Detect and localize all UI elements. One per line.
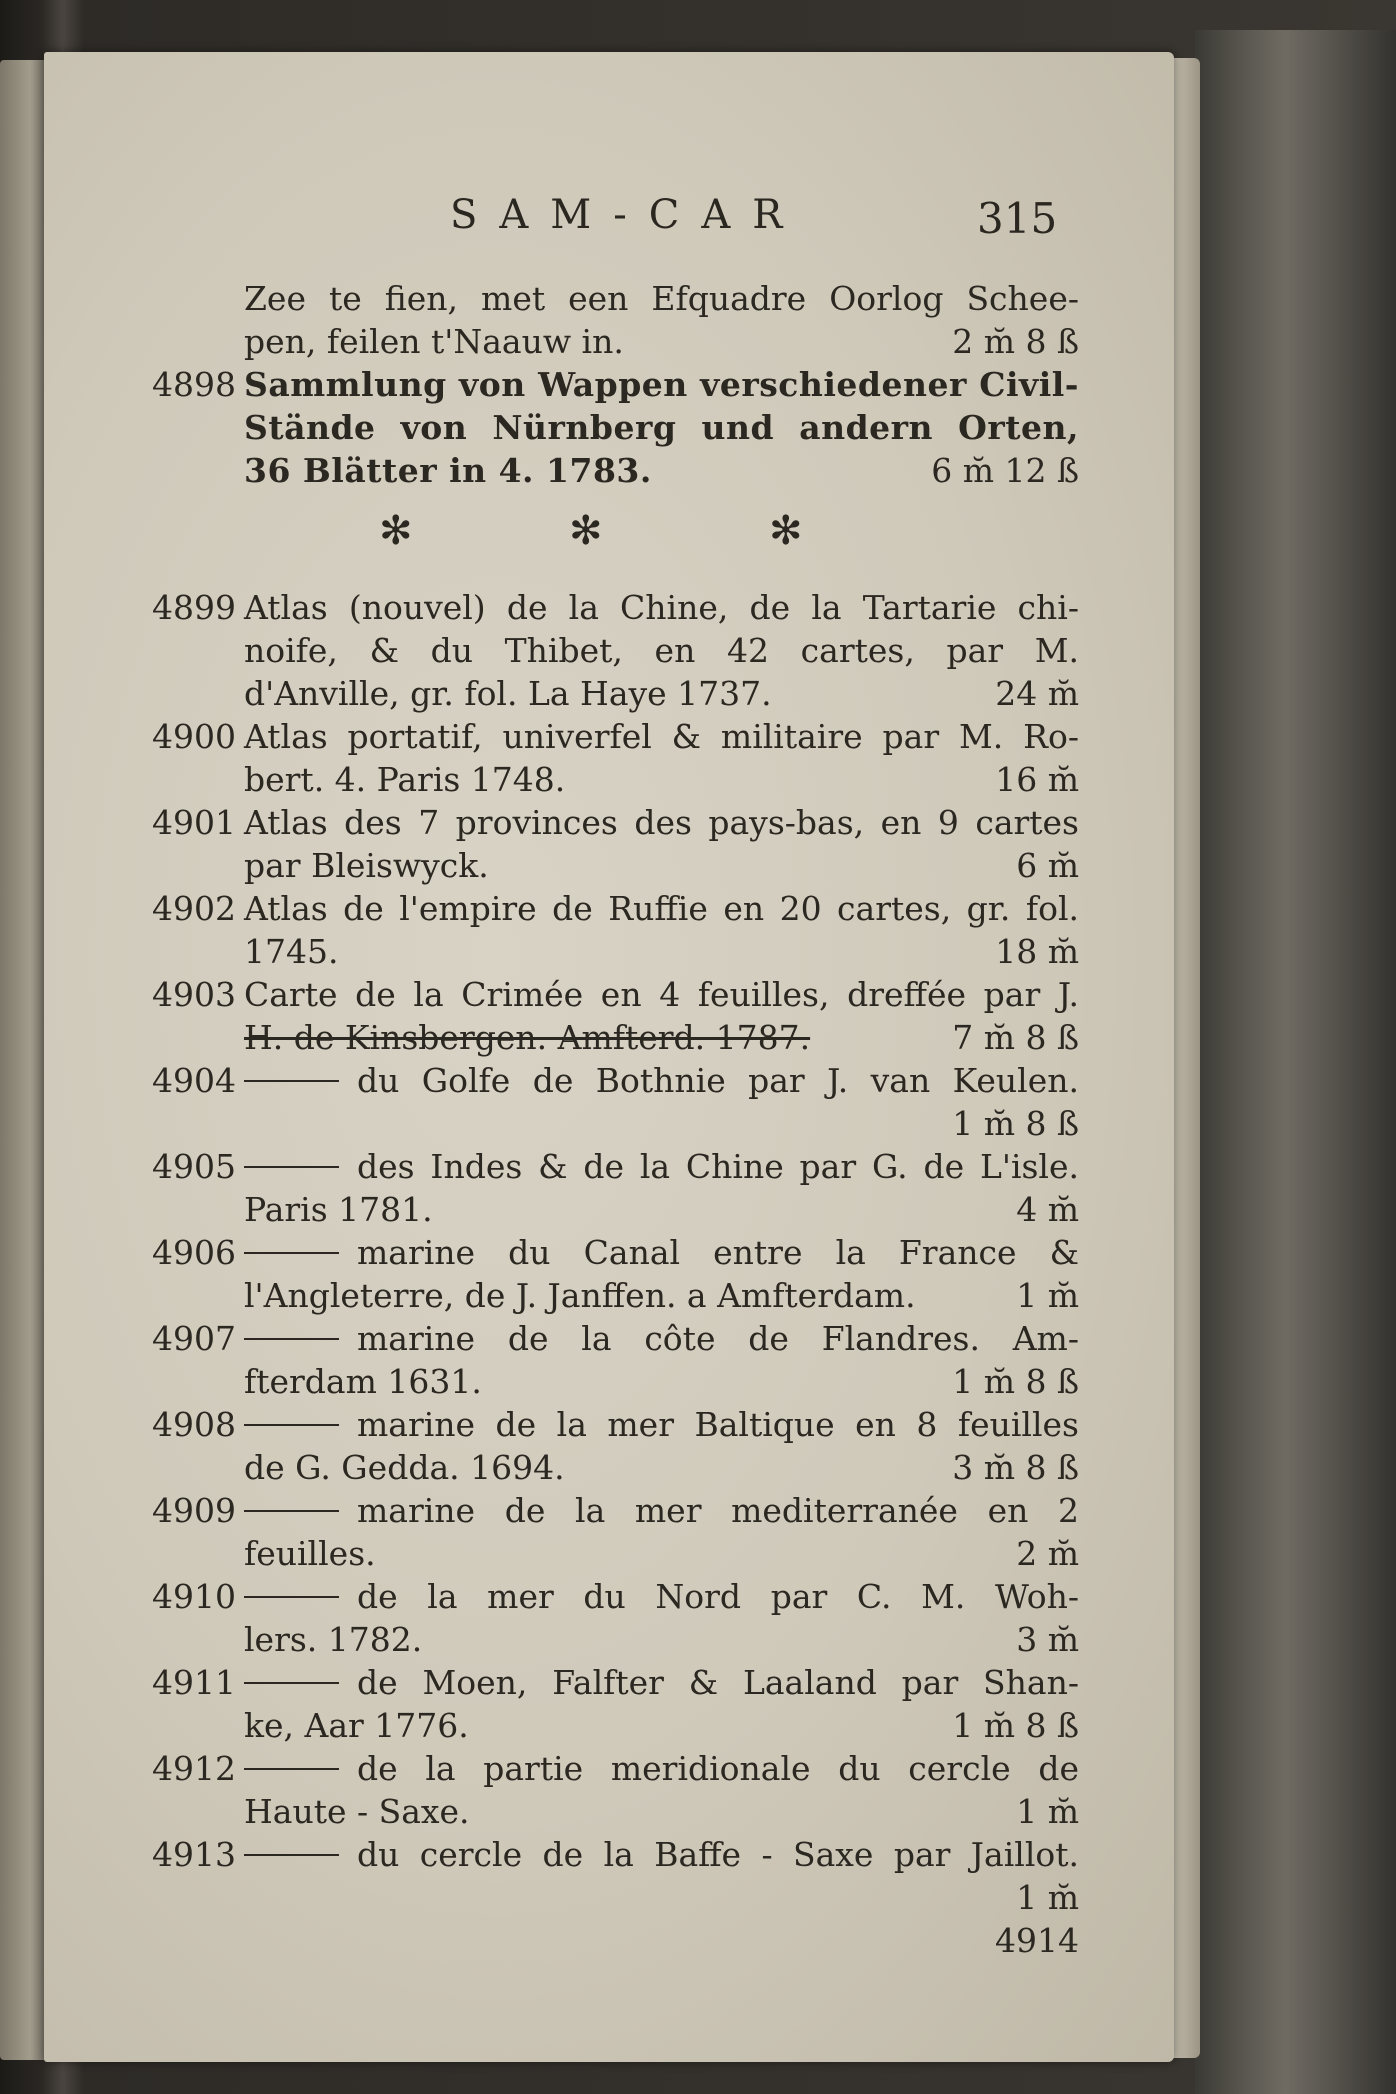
entry-text [244, 1532, 1079, 1575]
catchword-line [44, 1919, 1174, 1962]
catalog-line [44, 973, 1174, 1016]
running-head: SAM-CAR [450, 192, 805, 238]
catalog-line [44, 1016, 1174, 1059]
previous-page-edge [0, 60, 50, 2060]
entry-price: 3 m̆ 8 ß [952, 1448, 1079, 1487]
entry-text-content: de la partie meridionale du cercle de [357, 1749, 1079, 1788]
entry-text-content: marine de la mer mediterranée en 2 [357, 1491, 1079, 1530]
catalog-line [44, 1790, 1174, 1833]
catalog-line [44, 1274, 1174, 1317]
entry-price: 3 m̆ [1016, 1620, 1079, 1659]
lot-number: 4912 [152, 1749, 236, 1788]
catalog-line [44, 1102, 1174, 1145]
entry-text-content: de G. Gedda. 1694. [244, 1448, 565, 1487]
entry-price: 7 m̆ 8 ß [952, 1018, 1079, 1057]
ditto-dash [244, 1166, 339, 1168]
entry-text [244, 1317, 1079, 1360]
catalog-line [44, 887, 1174, 930]
catalog-line [44, 1188, 1174, 1231]
entry-text-content: de la mer du Nord par C. M. Woh- [357, 1577, 1079, 1616]
catalog-line [44, 1876, 1174, 1919]
catalog-line [44, 1704, 1174, 1747]
entry-price: 2 m̆ [1016, 1534, 1079, 1573]
entry-price: 1 m̆ [1016, 1276, 1079, 1315]
entry-text [244, 1661, 1079, 1704]
catalog-line [44, 758, 1174, 801]
lot-number: 4913 [152, 1835, 236, 1874]
asterism-star: ✻ [769, 508, 803, 554]
lot-number: 4911 [152, 1663, 236, 1702]
ditto-dash [244, 1682, 339, 1684]
entry-text-content: feuilles. [244, 1534, 376, 1573]
entry-text-content: 36 Blätter in 4. 1783. [244, 451, 652, 490]
entry-text [244, 586, 1079, 629]
entry-price: 1 m̆ 8 ß [952, 1104, 1079, 1143]
entry-text-content: bert. 4. Paris 1748. [244, 760, 566, 799]
lot-number: 4910 [152, 1577, 236, 1616]
entry-text-content: du Golfe de Bothnie par J. van Keulen. [357, 1061, 1079, 1100]
entry-text [244, 629, 1079, 672]
entry-text-content: ke, Aar 1776. [244, 1706, 469, 1745]
entry-price: 6 m̆ [1016, 846, 1079, 885]
catalog-line [44, 1403, 1174, 1446]
lot-number: 4904 [152, 1061, 236, 1100]
entry-text-content: l'Angleterre, de J. Janffen. a Amfterdam. [244, 1276, 916, 1315]
page-edge-stack [1170, 58, 1200, 2058]
spacer [44, 568, 1174, 586]
catchword: 4914 [995, 1921, 1079, 1960]
lot-number: 4899 [152, 588, 236, 627]
catalog-line [44, 406, 1174, 449]
entry-text-content: 1745. [244, 932, 339, 971]
entry-text [244, 363, 1079, 406]
entry-text-content: pen, feilen t'Naauw in. [244, 322, 624, 361]
catalog-line [44, 1059, 1174, 1102]
asterism-star: ✻ [379, 508, 413, 554]
entry-text-content: du cercle de la Baffe - Saxe par Jaillot. [357, 1835, 1079, 1874]
book-cover [1195, 30, 1396, 2094]
entry-text [244, 1575, 1079, 1618]
entry-text-content: Paris 1781. [244, 1190, 433, 1229]
lot-number: 4908 [152, 1405, 236, 1444]
catalog-line [44, 320, 1174, 363]
catalog-line [44, 1661, 1174, 1704]
entry-text [244, 758, 1079, 801]
entries-main [44, 586, 1174, 1919]
entry-text [244, 1059, 1079, 1102]
entry-text-content: des Indes & de la Chine par G. de L'isle. [357, 1147, 1079, 1186]
entry-text-content: marine du Canal entre la France & [357, 1233, 1079, 1272]
lot-number: 4906 [152, 1233, 236, 1272]
catalog-line [44, 1489, 1174, 1532]
lot-number: 4898 [152, 365, 236, 404]
catalog-line [44, 1833, 1174, 1876]
catalog-line [44, 715, 1174, 758]
entry-price: 1 m̆ 8 ß [952, 1706, 1079, 1745]
entry-text-content: fterdam 1631. [244, 1362, 482, 1401]
ditto-dash [244, 1854, 339, 1856]
entry-text-content: d'Anville, gr. fol. La Haye 1737. [244, 674, 772, 713]
ditto-dash [244, 1338, 339, 1340]
entry-price: 1 m̆ [1016, 1792, 1079, 1831]
entry-text [244, 1747, 1079, 1790]
entry-text-content: lers. 1782. [244, 1620, 423, 1659]
entry-text [244, 1231, 1079, 1274]
entry-text [244, 406, 1079, 449]
catalog-line [44, 449, 1174, 492]
entry-text [244, 973, 1079, 1016]
entry-text-content: Stände von Nürnberg und andern Orten, [244, 408, 1079, 447]
entry-text [244, 1403, 1079, 1446]
catalog-line [44, 1360, 1174, 1403]
entry-text-content: par Bleiswyck. [244, 846, 489, 885]
entry-price: 4 m̆ [1016, 1190, 1079, 1229]
entry-price: 6 m̆ 12 ß [931, 451, 1079, 490]
entry-text-content: Atlas (nouvel) de la Chine, de la Tartarie chi- [244, 588, 1079, 627]
entry-text-content: Atlas portatif, univerfel & militaire par M. Ro- [244, 717, 1079, 756]
catalog-line [44, 277, 1174, 320]
entry-text [244, 1145, 1079, 1188]
entry-text-content: Zee te fien, met een Efquadre Oorlog Schee- [244, 279, 1079, 318]
catalog-line [44, 1618, 1174, 1661]
ditto-dash [244, 1080, 339, 1082]
catalog-line [44, 1532, 1174, 1575]
entry-text [244, 277, 1079, 320]
entry-text-content: Haute - Saxe. [244, 1792, 470, 1831]
page-header [44, 192, 1174, 252]
catalog-line [44, 629, 1174, 672]
catalog-line [44, 930, 1174, 973]
catalog-line [44, 844, 1174, 887]
ditto-dash [244, 1768, 339, 1770]
ornament-divider [44, 492, 1174, 568]
lot-number: 4909 [152, 1491, 236, 1530]
entry-text [244, 1618, 1079, 1661]
catalog-body [44, 277, 1174, 1962]
entry-text [244, 930, 1079, 973]
catalog-line [44, 1446, 1174, 1489]
catalog-line [44, 363, 1174, 406]
book-page [44, 52, 1174, 2062]
entry-text-content: Sammlung von Wappen verschiedener Civil- [244, 365, 1079, 404]
catalog-line [44, 1231, 1174, 1274]
entry-price: 24 m̆ [995, 674, 1079, 713]
entry-price: 1 m̆ [1016, 1878, 1079, 1917]
catalog-line [44, 1317, 1174, 1360]
ditto-dash [244, 1510, 339, 1512]
entry-price: 2 m̆ 8 ß [952, 322, 1079, 361]
ditto-dash [244, 1252, 339, 1254]
entry-text-content: marine de la côte de Flandres. Am- [357, 1319, 1079, 1358]
entry-text [244, 1790, 1079, 1833]
entry-text-content: marine de la mer Baltique en 8 feuilles [357, 1405, 1079, 1444]
entry-text [244, 1833, 1079, 1876]
entry-text-content: de Moen, Falfter & Laaland par Shan- [357, 1663, 1079, 1702]
entry-price: 1 m̆ 8 ß [952, 1362, 1079, 1401]
entry-text [244, 1489, 1079, 1532]
lot-number: 4907 [152, 1319, 236, 1358]
entry-text [244, 715, 1079, 758]
entry-text [244, 1274, 1079, 1317]
entries-top [44, 277, 1174, 492]
entry-text [244, 1188, 1079, 1231]
entry-text-content: Carte de la Crimée en 4 feuilles, dreffée par J. [244, 975, 1079, 1014]
entry-text [244, 672, 1079, 715]
entry-text [244, 887, 1079, 930]
lot-number: 4902 [152, 889, 236, 928]
entry-text-content: noife, & du Thibet, en 42 cartes, par M. [244, 631, 1079, 670]
lot-number: 4901 [152, 803, 236, 842]
entry-price: 16 m̆ [995, 760, 1079, 799]
catalog-line [44, 1145, 1174, 1188]
entry-text [244, 844, 1079, 887]
catalog-line [44, 801, 1174, 844]
page-number: 315 [977, 194, 1058, 243]
ditto-dash [244, 1596, 339, 1598]
catalog-line [44, 1575, 1174, 1618]
catalog-line [44, 586, 1174, 629]
ditto-dash [244, 1424, 339, 1426]
asterism-star: ✻ [569, 508, 603, 554]
catalog-line [44, 672, 1174, 715]
entry-price: 18 m̆ [995, 932, 1079, 971]
entry-text-content: Atlas de l'empire de Ruffie en 20 cartes, gr. fol. [244, 889, 1079, 928]
catalog-line [44, 1747, 1174, 1790]
entry-text [244, 801, 1079, 844]
lot-number: 4903 [152, 975, 236, 1014]
entry-text-content: Atlas des 7 provinces des pays-bas, en 9 cartes [244, 803, 1079, 842]
entry-text-content: H. de Kinsbergen. Amfterd. 1787. [244, 1018, 811, 1057]
lot-number: 4900 [152, 717, 236, 756]
lot-number: 4905 [152, 1147, 236, 1186]
